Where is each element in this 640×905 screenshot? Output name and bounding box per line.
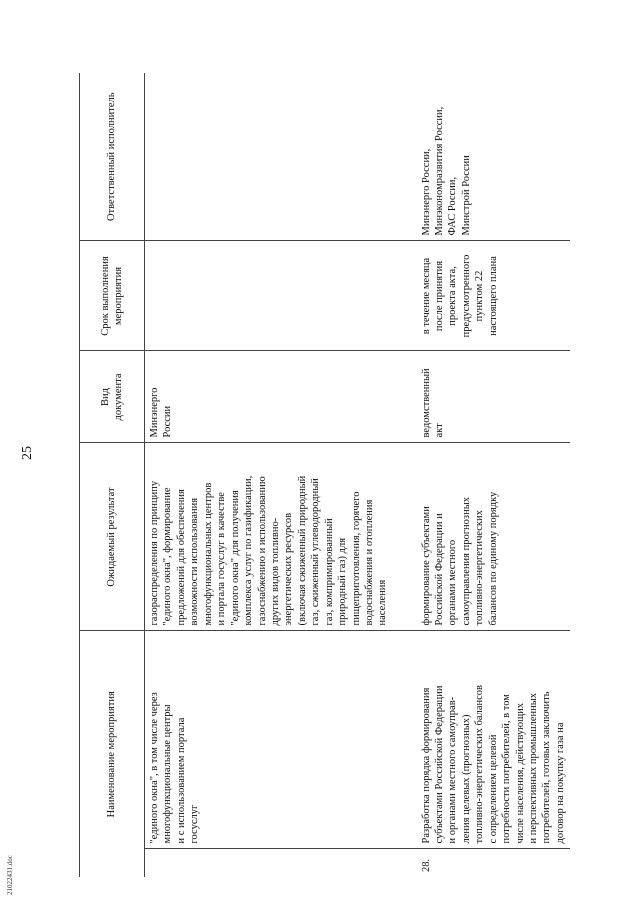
table-row — [417, 73, 571, 877]
table-row — [145, 73, 417, 877]
row-responsible — [145, 73, 417, 241]
row-result: формирование субъектами Российской Федерации и органами местного самоуправления прогнозных топливно-энергетических балансов по единому порядку — [417, 443, 571, 631]
row-deadline: в течение месяца после принятия проекта акта, предусмотренного пунктом 22 настоящего плана — [417, 241, 571, 351]
plan-table — [79, 73, 570, 877]
header-deadline: Срок выполнения мероприятия — [80, 241, 145, 351]
table-header-row — [80, 73, 145, 877]
row-doc-type: Минэнерго России — [145, 351, 417, 443]
row-number: 28. — [420, 858, 432, 872]
header-result: Ожидаемый результат — [80, 443, 145, 631]
row-name: "единого окна", в том числе через многофункциональные центры и с использованием портала госуслуг — [145, 631, 417, 849]
row-number — [145, 849, 417, 877]
header-name: Наименование мероприятия — [80, 631, 145, 877]
page-number: 25 — [20, 446, 35, 460]
file-footer: 21022431.doc — [6, 855, 14, 895]
row-name: Разработка порядка формирования субъектами Российской Федерации и органами местного самоуправ- ления целевых (прогнозных) топливно-энергетических балансов с определением целевой потребности потребителей, в том числе населения, действующих и перспективных промышленных потребителей, готовых заключить договор на покупку газа на — [417, 631, 571, 849]
header-responsible: Ответственный исполнитель — [80, 73, 145, 241]
row-doc-type: ведомственный акт — [417, 351, 571, 443]
row-responsible: Минэнерго России, Минэкономразвития России, ФАС России, Минстрой России — [417, 73, 571, 241]
header-doc-type: Вид документа — [80, 351, 145, 443]
row-result: газораспределения по принципу "единого окна", формирование предложений для обеспечения возможности использования многофункциональных центров и портала госуслуг в качестве "единого окна" для получения комплекса услуг по газификации, газоснабжению и использованию других видов топливно- энергетических ресурсов (включая сжиженный природный газ, сжиженный углеводородный газ, компримированный природный газ) для пищеприготовления, горячего водоснабжения и отопления населения — [145, 443, 417, 631]
row-deadline — [145, 241, 417, 351]
